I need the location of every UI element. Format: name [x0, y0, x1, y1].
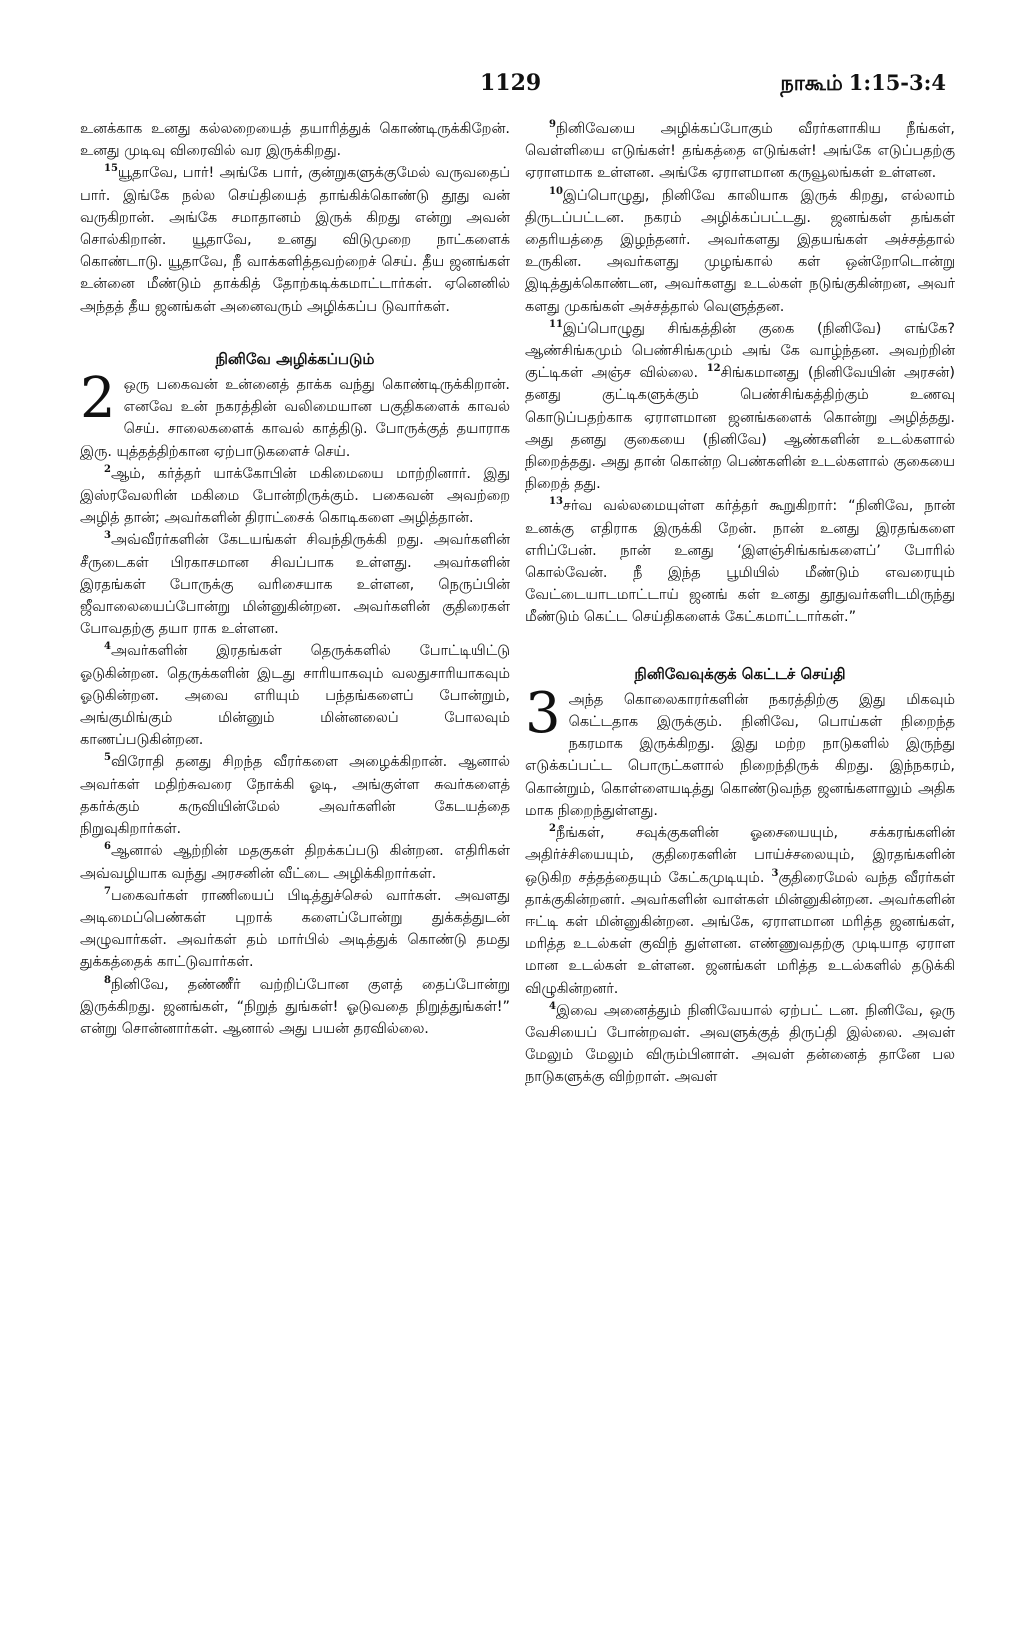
section-heading: நினிவே அழிக்கப்படும்	[215, 349, 375, 368]
verse-text: அந்த கொலைகாரர்களின் நகரத்திற்கு இது மிகவும் கெட்டதாக இருக்கும். நினிவே, பொய்கள் நிறைந்த நகரமாக இருக்கிறது. இது மற்ற நாடுகளில் இருந்து எடுக்கப்பட்ட பொருட்களால் நிறைந்திருக் கிறது. இந்நகரம், கொன்றும், கொள்ளையடித்து கொண்டுவந்த ஜனங்களாலும் அதிக மாக நிறைந்துள்ளது.	[525, 691, 955, 819]
verse-text: ஆம், கர்த்தர் யாக்கோபின் மகிமையை மாற்றினார். இது இஸ்ரவேலரின் மகிமை போன்றிருக்கும். பகைவன் அவற்றை அழித் தான்; அவர்களின் திராட்சைக் கொடிகளை அழித்தான்.	[80, 465, 510, 527]
verse-number: 9	[549, 119, 556, 131]
verse-text: ஒரு பகைவன் உன்னைத் தாக்க வந்து கொண்டிருக்கிறான். எனவே உன் நகரத்தின் வலிமையான பகுதிகளைக் காவல் செய். சாலைகளைக் காவல் காத்திடு. போருக்குத் தயாராக இரு. யுத்தத்திற்கான ஏற்பாடுகளைச் செய்.	[80, 377, 510, 460]
chapter-2-start	[80, 366, 510, 463]
verse-number: 10	[549, 185, 563, 197]
chapter-verse-range: 1:15-3:4	[848, 70, 946, 95]
verse-text: சர்வ வல்லமையுள்ள கர்த்தர் கூறுகிறார்: “நினிவே, நான் உனக்கு எதிராக இருக்கி றேன். நான் உனது இரதங்களை எரிப்பேன். நான் உனது ‘இளஞ்சிங்கங்களைப்’ போரில் கொல்வேன். நீ இந்த பூமியில் மீண்டும் எவரையும் வேட்டையாடமாட்டாய் ஜனங் கள் உனது தூதுவர்களிடமிருந்து மீண்டும் கெட்ட செய்திகளைக் கேட்கமாட்டார்கள்.”	[525, 498, 955, 626]
verse-number: 5	[104, 752, 111, 764]
verse-3	[80, 529, 510, 640]
verse-text: நினிவேயை அழிக்கப்போகும் வீரர்களாகிய நீங்கள், வெள்ளியை எடுங்கள்! தங்கத்தை எடுங்கள்! அங்கே எடுப்பதற்கு ஏராளமாக உள்ளன. அங்கே ஏராளமான கருவூலங்கள் உள்ளன.	[525, 121, 955, 182]
verse-number: 3	[771, 867, 779, 879]
verse-4	[525, 1000, 955, 1089]
verse-10	[525, 185, 955, 318]
verse-15	[80, 162, 510, 317]
verse-number: 15	[104, 163, 118, 175]
verse-text: அவ்வீரர்களின் கேடயங்கள் சிவந்திருக்கி றது. அவர்களின் சீருடைகள் பிரகாசமான சிவப்பாக உள்ளது. அவர்களின் இரதங்கள் போருக்கு வரிசையாக உள்ளன, நெருப்பின் ஜீவாலையைப்போன்று மின்னுகின்றன. அவர்களின் குதிரைகள் போவதற்கு தயா ராக உள்ளன.	[80, 532, 510, 638]
verse-6	[80, 840, 510, 884]
verse-11-12	[525, 318, 955, 496]
verse-number: 4	[104, 641, 111, 653]
verse-number: 13	[549, 496, 563, 508]
verse-4	[80, 640, 510, 751]
running-head	[780, 70, 946, 98]
verse-text: நீங்கள், சவுக்குகளின் ஓசையையும், சக்கரங்களின் அதிர்ச்சியையும், குதிரைகளின் பாய்ச்சலையும், இரதங்களின் ஒடுகிற சத்தத்தையும் கேட்கமுடியும்.	[525, 825, 955, 886]
verse-text: இப்பொழுது சிங்கத்தின் குகை (நினிவே) எங்கே? ஆண்சிங்கமும் பெண்சிங்கமும் அங் கே வாழ்ந்தன. அவற்றின் குட்டிகள் அஞ்ச வில்லை.	[525, 320, 955, 382]
verse-text: விரோதி தனது சிறந்த வீரர்களை அழைக்கிறான். ஆனால் அவர்கள் மதிற்சுவரை நோக்கி ஓடி, அங்குள்ள சுவர்களைத் தகர்க்கும் கருவியின்மேல் அவர்களின் கேடயத்தை நிறுவுகிறார்கள்.	[80, 754, 510, 838]
verse-text: குதிரைமேல் வந்த வீரர்கள் தாக்குகின்றனர். அவர்களின் வாள்கள் மின்னுகின்றன. அவர்களின் ஈட்டி கள் மின்னுகின்றன. அங்கே, ஏராளமான மரித்த ஜனங்கள், மரித்த உடல்கள் குவிந் துள்ளன. எண்ணுவதற்கு முடியாத ஏராள மான உடல்கள் உள்ளன. ஜனங்கள் மரித்த உடல்களில் தடுக்கி விழுகின்றனர்.	[525, 869, 955, 997]
chapter-number: 2	[80, 366, 116, 432]
verse-8	[80, 974, 510, 1041]
verse-text: நினிவே, தண்ணீர் வற்றிப்போன குளத் தைப்போன்று இருக்கிறது. ஜனங்கள், “நிறுத் துங்கள்! ஓடுவதை நிறுத்துங்கள்!” என்று சொன்னார்கள். ஆனால் அது பயன் தரவில்லை.	[80, 976, 510, 1037]
verse-text: யூதாவே, பார்! அங்கே பார், குன்றுகளுக்குமேல் வருவதைப் பார். இங்கே நல்ல செய்தியைத் தாங்கிக்கொண்டு தூது வன் வருகிறான். அங்கே சமாதானம் இருக் கிறது என்று அவன் சொல்கிறான். யூதாவே, உனது விடுமுறை நாட்களைக் கொண்டாடு. யூதாவே, நீ வாக்களித்தவற்றைச் செய். தீய ஜனங்கள் உன்னை மீண்டும் தாக்கித் தோற்கடிக்கமாட்டார்கள். ஏனெனில் அந்தத் தீய ஜனங்கள் அனைவரும் அழிக்கப்ப டுவார்கள்.	[80, 165, 510, 315]
verse-7	[80, 885, 510, 974]
verse-text: இவை அனைத்தும் நினிவேயால் ஏற்பட் டன. நினிவே, ஒரு வேசியைப் போன்றவள். அவளுக்குத் திருப்தி இல்லை. அவள் மேலும் மேலும் விரும்பினாள். அவள் தன்னைத் தானே பல நாடுகளுக்கு விற்றாள். அவள்	[525, 1002, 955, 1086]
verse-text: இப்பொழுது, நினிவே காலியாக இருக் கிறது, எல்லாம் திருடப்பட்டன. நகரம் அழிக்கப்பட்டது. ஜனங்கள் தங்கள் தைரியத்தை இழந்தனர். அவர்களது இதயங்கள் அச்சத்தால் உருகின. அவர்களது முழங்கால் கள் ஒன்றோடொன்று இடித்துக்கொண்டன, அவர்களது உடல்கள் நடுங்குகின்றன, அவர் களது முகங்கள் அச்சத்தால் வெளுத்தன.	[525, 187, 955, 315]
verse-number: 2	[104, 464, 111, 476]
verse-text: சிங்கமானது (நினிவேயின் அரசன்) தனது குட்டிகளுக்கும் பெண்சிங்கத்திற்கும் உணவு கொடுப்பதற்காக ஏராளமான ஜனங்களைக் கொன்று அழித்தது. அது தனது குகையை (நினிவே) ஆண்களின் உடல்களால் நிறைத்தது. அது தான் கொன்ற பெண்களின் உடல்களால் குகையை நிறைத் தது.	[525, 365, 955, 493]
verse-number: 2	[549, 823, 556, 835]
verse-number: 11	[549, 319, 563, 331]
verse-2	[80, 463, 510, 530]
verse-number: 8	[104, 974, 111, 986]
section-heading: நினிவேவுக்குக் கெட்டச் செய்தி	[634, 664, 846, 683]
page-header	[0, 70, 1024, 106]
verse-number: 6	[104, 841, 111, 853]
verse-2-3	[525, 822, 955, 1000]
verse-5	[80, 751, 510, 840]
verse-text: அவர்களின் இரதங்கள் தெருக்களில் போட்டியிட்டு ஓடுகின்றன. தெருக்களின் இடது சாரியாகவும் வலதுசாரியாகவும் ஓடுகின்றன. அவை எரியும் பந்தங்களைப் போன்றும், அங்குமிங்கும் மின்னும் மின்னலைப் போலவும் காணப்படுகின்றன.	[80, 643, 510, 749]
verse-text: பகைவர்கள் ராணியைப் பிடித்துச்செல் வார்கள். அவளது அடிமைப்பெண்கள் புறாக் களைப்போன்று துக்கத்துடன் அழுவார்கள். அவர்கள் தம் மார்பில் அடித்துக் கொண்டு தமது துக்கத்தைக் காட்டுவார்கள்.	[80, 887, 510, 971]
chapter-number: 3	[525, 680, 561, 746]
verse-13	[525, 495, 955, 628]
verse-9	[525, 118, 955, 185]
verse-number: 7	[104, 885, 111, 897]
verse-text: ஆனால் ஆற்றின் மதகுகள் திறக்கப்படு கின்றன. எதிரிகள் அவ்வழியாக வந்து அரசனின் வீட்டை அழிக்கிறார்கள்.	[80, 843, 510, 882]
verse-number: 4	[549, 1000, 556, 1012]
right-column	[525, 118, 955, 1089]
intro-paragraph: உனக்காக உனது கல்லறையைத் தயாரித்துக் கொண்டிருக்கிறேன். உனது முடிவு விரைவில் வர இருக்கிறது.	[80, 121, 510, 160]
verse-number: 3	[104, 530, 111, 542]
page-number: 1129	[480, 70, 542, 96]
verse-number: 12	[706, 363, 721, 375]
left-column	[80, 118, 510, 1040]
book-name: நாகூம்	[780, 71, 843, 95]
chapter-3-start	[525, 680, 955, 822]
